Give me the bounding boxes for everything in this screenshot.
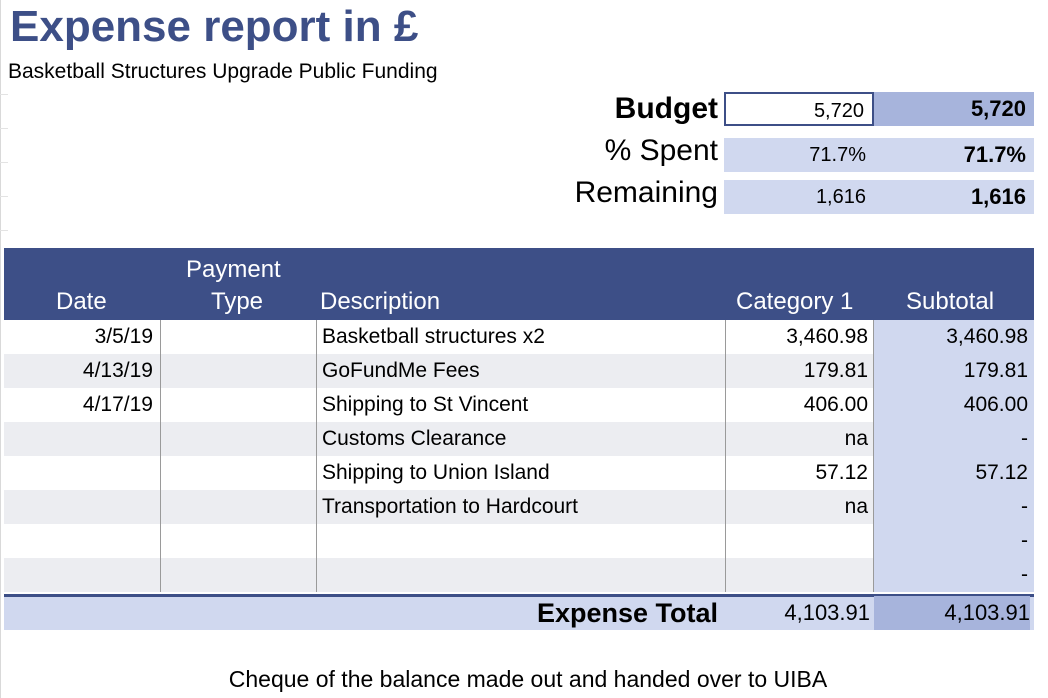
remaining-value-cell[interactable]: 1,616 bbox=[724, 180, 874, 214]
row-description[interactable] bbox=[318, 558, 726, 592]
expense-total-label: Expense Total bbox=[536, 598, 718, 628]
expense-total-category[interactable]: 4,103.91 bbox=[784, 600, 870, 625]
budget-total-cell[interactable]: 5,720 bbox=[874, 92, 1034, 126]
row-subtotal[interactable]: - bbox=[874, 490, 1034, 524]
table-row[interactable] bbox=[4, 320, 1034, 354]
header-payment-line2: Type bbox=[211, 288, 264, 315]
column-divider bbox=[873, 320, 874, 592]
row-category[interactable]: na bbox=[844, 495, 868, 518]
row-subtotal[interactable]: 3,460.98 bbox=[874, 320, 1034, 354]
row-subtotal[interactable]: - bbox=[874, 422, 1034, 456]
row-payment-type[interactable] bbox=[161, 524, 316, 558]
row-date[interactable] bbox=[4, 422, 161, 456]
report-title: Expense report in £ bbox=[10, 2, 419, 51]
remaining-total-cell[interactable]: 1,616 bbox=[874, 180, 1034, 214]
remaining-label: Remaining bbox=[574, 176, 718, 209]
gridline bbox=[0, 162, 8, 163]
row-subtotal[interactable]: - bbox=[874, 524, 1034, 558]
table-row[interactable] bbox=[4, 456, 1034, 490]
row-description[interactable]: Customs Clearance bbox=[322, 427, 507, 450]
row-subtotal[interactable]: - bbox=[874, 558, 1034, 592]
header-subtotal: Subtotal bbox=[906, 288, 995, 315]
gridline bbox=[0, 196, 8, 197]
row-category[interactable] bbox=[726, 524, 874, 558]
sheet-left-edge bbox=[0, 0, 1, 698]
row-payment-type[interactable] bbox=[161, 354, 316, 388]
budget-value-cell[interactable]: 5,720 bbox=[724, 92, 874, 126]
table-row[interactable] bbox=[4, 524, 1034, 558]
column-divider bbox=[725, 320, 726, 592]
row-category[interactable]: na bbox=[844, 427, 868, 450]
balance-note: Cheque of the balance made out and handed over to UIBA bbox=[228, 666, 828, 692]
column-divider bbox=[316, 320, 317, 592]
row-category[interactable]: 179.81 bbox=[803, 359, 868, 382]
row-description[interactable]: Transportation to Hardcourt bbox=[322, 495, 579, 518]
percent-spent-label: % Spent bbox=[604, 134, 718, 167]
header-category: Category 1 bbox=[736, 288, 854, 315]
row-category[interactable]: 57.12 bbox=[815, 461, 868, 484]
column-divider bbox=[160, 320, 161, 592]
expense-total-subtotal[interactable]: 4,103.91 bbox=[874, 596, 1030, 630]
header-date: Date bbox=[56, 288, 107, 315]
row-description[interactable]: Shipping to Union Island bbox=[322, 461, 550, 484]
row-subtotal[interactable]: 179.81 bbox=[874, 354, 1034, 388]
row-description[interactable]: Basketball structures x2 bbox=[322, 325, 545, 348]
row-date[interactable]: 3/5/19 bbox=[94, 325, 153, 348]
row-payment-type[interactable] bbox=[161, 422, 316, 456]
table-header bbox=[4, 248, 1034, 320]
header-payment-line1: Payment bbox=[186, 256, 281, 283]
row-payment-type[interactable] bbox=[161, 456, 316, 490]
row-description[interactable]: Shipping to St Vincent bbox=[322, 393, 529, 416]
row-subtotal[interactable]: 57.12 bbox=[874, 456, 1034, 490]
table-row[interactable] bbox=[4, 490, 1034, 524]
row-category[interactable]: 3,460.98 bbox=[786, 325, 868, 348]
row-payment-type[interactable] bbox=[161, 558, 316, 592]
row-payment-type[interactable] bbox=[161, 388, 316, 422]
row-payment-type[interactable] bbox=[161, 490, 316, 524]
row-subtotal[interactable]: 406.00 bbox=[874, 388, 1034, 422]
row-payment-type[interactable] bbox=[161, 320, 316, 354]
table-row[interactable] bbox=[4, 422, 1034, 456]
row-description[interactable]: GoFundMe Fees bbox=[322, 359, 480, 382]
report-subtitle: Basketball Structures Upgrade Public Funding bbox=[8, 60, 438, 83]
row-date[interactable] bbox=[4, 524, 161, 558]
row-date[interactable]: 4/13/19 bbox=[82, 359, 153, 382]
row-category[interactable] bbox=[726, 558, 874, 592]
gridline bbox=[0, 128, 8, 129]
row-date[interactable] bbox=[4, 456, 161, 490]
row-description[interactable] bbox=[318, 524, 726, 558]
budget-label: Budget bbox=[614, 92, 718, 125]
table-row[interactable] bbox=[4, 558, 1034, 592]
row-category[interactable]: 406.00 bbox=[803, 393, 868, 416]
table-row[interactable] bbox=[4, 388, 1034, 422]
gridline bbox=[0, 94, 8, 95]
percent-spent-value-cell[interactable]: 71.7% bbox=[724, 138, 874, 172]
percent-spent-total-cell[interactable]: 71.7% bbox=[874, 138, 1034, 172]
gridline bbox=[0, 230, 8, 231]
row-date[interactable]: 4/17/19 bbox=[82, 393, 153, 416]
table-row[interactable] bbox=[4, 354, 1034, 388]
header-description: Description bbox=[320, 288, 441, 315]
row-date[interactable] bbox=[4, 558, 161, 592]
row-date[interactable] bbox=[4, 490, 161, 524]
